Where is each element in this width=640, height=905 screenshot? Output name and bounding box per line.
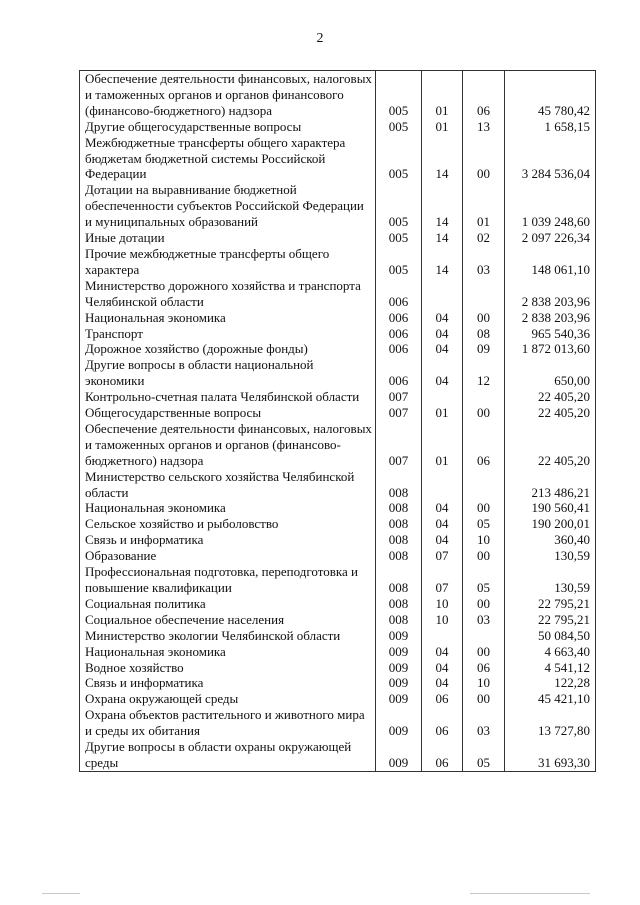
row-ved-cell: 009	[376, 691, 422, 707]
row-rz-cell	[422, 278, 463, 310]
row-amount-cell: 213 486,21	[505, 469, 596, 501]
row-amount-cell: 13 727,80	[505, 707, 596, 739]
row-amount-cell: 22 405,20	[505, 421, 596, 469]
row-rz-cell	[422, 469, 463, 501]
table-row	[80, 564, 596, 596]
row-pr-cell: 00	[463, 500, 505, 516]
row-amount-cell: 2 097 226,34	[505, 230, 596, 246]
row-ved-cell: 006	[376, 326, 422, 342]
row-pr-cell: 03	[463, 246, 505, 278]
row-ved-cell: 008	[376, 469, 422, 501]
row-amount-cell: 148 061,10	[505, 246, 596, 278]
row-name-cell: Контрольно-счетная палата Челябинской области	[80, 389, 376, 405]
row-rz-cell: 04	[422, 675, 463, 691]
table-row	[80, 516, 596, 532]
row-ved-cell: 006	[376, 278, 422, 310]
row-pr-cell: 00	[463, 548, 505, 564]
row-rz-cell: 01	[422, 405, 463, 421]
row-ved-cell: 009	[376, 707, 422, 739]
row-rz-cell: 14	[422, 246, 463, 278]
row-rz-cell: 06	[422, 739, 463, 771]
row-name-cell: Обеспечение деятельности финансовых, налоговых и таможенных органов и органов финансового (финансово-бюджетного) надзора	[80, 71, 376, 119]
row-ved-cell: 005	[376, 230, 422, 246]
row-rz-cell: 04	[422, 500, 463, 516]
row-amount-cell: 130,59	[505, 548, 596, 564]
row-ved-cell: 008	[376, 564, 422, 596]
table-row	[80, 532, 596, 548]
row-rz-cell: 14	[422, 182, 463, 230]
row-name-cell: Дорожное хозяйство (дорожные фонды)	[80, 341, 376, 357]
row-amount-cell: 22 405,20	[505, 405, 596, 421]
table-row	[80, 644, 596, 660]
row-name-cell: Межбюджетные трансферты общего характера бюджетам бюджетной системы Российской Федерации	[80, 135, 376, 183]
row-pr-cell: 05	[463, 516, 505, 532]
row-rz-cell: 04	[422, 644, 463, 660]
row-ved-cell: 007	[376, 421, 422, 469]
row-ved-cell: 005	[376, 71, 422, 119]
row-rz-cell: 10	[422, 612, 463, 628]
row-rz-cell: 04	[422, 341, 463, 357]
row-pr-cell: 00	[463, 691, 505, 707]
row-name-cell: Министерство дорожного хозяйства и транспорта Челябинской области	[80, 278, 376, 310]
row-name-cell: Охрана объектов растительного и животного мира и среды их обитания	[80, 707, 376, 739]
row-name-cell: Социальная политика	[80, 596, 376, 612]
table-row	[80, 389, 596, 405]
table-row	[80, 675, 596, 691]
row-pr-cell: 00	[463, 644, 505, 660]
row-name-cell: Министерство сельского хозяйства Челябинской области	[80, 469, 376, 501]
row-amount-cell: 650,00	[505, 357, 596, 389]
row-ved-cell: 009	[376, 675, 422, 691]
row-name-cell: Общегосударственные вопросы	[80, 405, 376, 421]
row-pr-cell: 03	[463, 707, 505, 739]
row-amount-cell: 45 780,42	[505, 71, 596, 119]
table-row	[80, 421, 596, 469]
row-pr-cell: 02	[463, 230, 505, 246]
row-name-cell: Другие общегосударственные вопросы	[80, 119, 376, 135]
row-pr-cell: 03	[463, 612, 505, 628]
table-row	[80, 135, 596, 183]
page-number: 2	[316, 31, 324, 46]
row-ved-cell: 005	[376, 182, 422, 230]
table-row	[80, 310, 596, 326]
row-rz-cell: 07	[422, 548, 463, 564]
row-ved-cell: 005	[376, 246, 422, 278]
row-ved-cell: 005	[376, 119, 422, 135]
row-ved-cell: 008	[376, 548, 422, 564]
row-pr-cell: 01	[463, 182, 505, 230]
row-ved-cell: 008	[376, 596, 422, 612]
table-row	[80, 596, 596, 612]
scan-artifact-right	[470, 893, 590, 894]
row-name-cell: Образование	[80, 548, 376, 564]
row-pr-cell: 10	[463, 675, 505, 691]
row-ved-cell: 008	[376, 516, 422, 532]
row-pr-cell: 06	[463, 421, 505, 469]
row-pr-cell: 00	[463, 135, 505, 183]
row-ved-cell: 009	[376, 660, 422, 676]
row-rz-cell: 10	[422, 596, 463, 612]
row-amount-cell: 1 039 248,60	[505, 182, 596, 230]
row-rz-cell: 04	[422, 532, 463, 548]
row-ved-cell: 006	[376, 357, 422, 389]
row-ved-cell: 007	[376, 389, 422, 405]
row-amount-cell: 4 541,12	[505, 660, 596, 676]
row-rz-cell: 01	[422, 119, 463, 135]
row-rz-cell: 04	[422, 326, 463, 342]
row-name-cell: Социальное обеспечение населения	[80, 612, 376, 628]
row-pr-cell: 00	[463, 596, 505, 612]
row-amount-cell: 2 838 203,96	[505, 278, 596, 310]
table-row	[80, 246, 596, 278]
table-row	[80, 71, 596, 119]
row-name-cell: Обеспечение деятельности финансовых, налоговых и таможенных органов и органов (финансово-бюджетного) надзора	[80, 421, 376, 469]
table-row	[80, 691, 596, 707]
row-pr-cell	[463, 278, 505, 310]
row-name-cell: Транспорт	[80, 326, 376, 342]
table-row	[80, 182, 596, 230]
table-row	[80, 707, 596, 739]
row-rz-cell	[422, 628, 463, 644]
table-row	[80, 469, 596, 501]
row-rz-cell: 04	[422, 660, 463, 676]
row-ved-cell: 006	[376, 341, 422, 357]
row-amount-cell: 1 872 013,60	[505, 341, 596, 357]
row-pr-cell: 06	[463, 660, 505, 676]
row-name-cell: Водное хозяйство	[80, 660, 376, 676]
row-ved-cell: 008	[376, 612, 422, 628]
row-pr-cell: 05	[463, 564, 505, 596]
row-amount-cell: 2 838 203,96	[505, 310, 596, 326]
row-rz-cell: 14	[422, 230, 463, 246]
table-row	[80, 326, 596, 342]
table-row	[80, 341, 596, 357]
row-pr-cell: 00	[463, 405, 505, 421]
row-name-cell: Министерство экологии Челябинской области	[80, 628, 376, 644]
row-pr-cell	[463, 389, 505, 405]
row-rz-cell: 01	[422, 421, 463, 469]
table-row	[80, 500, 596, 516]
row-name-cell: Другие вопросы в области охраны окружающей среды	[80, 739, 376, 771]
table-row	[80, 405, 596, 421]
row-pr-cell: 10	[463, 532, 505, 548]
row-ved-cell: 009	[376, 644, 422, 660]
table-row	[80, 739, 596, 771]
row-rz-cell: 01	[422, 71, 463, 119]
row-amount-cell: 45 421,10	[505, 691, 596, 707]
row-pr-cell: 06	[463, 71, 505, 119]
row-rz-cell: 06	[422, 691, 463, 707]
table-row	[80, 660, 596, 676]
row-ved-cell: 008	[376, 532, 422, 548]
table-row	[80, 612, 596, 628]
row-rz-cell: 04	[422, 310, 463, 326]
row-ved-cell: 007	[376, 405, 422, 421]
row-amount-cell: 22 795,21	[505, 612, 596, 628]
row-rz-cell: 04	[422, 357, 463, 389]
row-rz-cell: 07	[422, 564, 463, 596]
budget-table-body	[80, 71, 596, 772]
row-rz-cell: 06	[422, 707, 463, 739]
row-name-cell: Иные дотации	[80, 230, 376, 246]
row-pr-cell: 09	[463, 341, 505, 357]
row-name-cell: Национальная экономика	[80, 500, 376, 516]
row-amount-cell: 31 693,30	[505, 739, 596, 771]
row-pr-cell: 08	[463, 326, 505, 342]
table-row	[80, 278, 596, 310]
row-amount-cell: 50 084,50	[505, 628, 596, 644]
row-name-cell: Дотации на выравнивание бюджетной обеспеченности субъектов Российской Федерации и муниципальных образований	[80, 182, 376, 230]
row-ved-cell: 005	[376, 135, 422, 183]
row-amount-cell: 3 284 536,04	[505, 135, 596, 183]
row-amount-cell: 190 560,41	[505, 500, 596, 516]
budget-table	[79, 70, 596, 772]
row-rz-cell: 14	[422, 135, 463, 183]
row-name-cell: Прочие межбюджетные трансферты общего характера	[80, 246, 376, 278]
row-amount-cell: 965 540,36	[505, 326, 596, 342]
scan-artifact-left	[42, 893, 80, 894]
row-pr-cell	[463, 469, 505, 501]
row-amount-cell: 130,59	[505, 564, 596, 596]
row-ved-cell: 006	[376, 310, 422, 326]
row-ved-cell: 009	[376, 628, 422, 644]
row-amount-cell: 190 200,01	[505, 516, 596, 532]
row-pr-cell	[463, 628, 505, 644]
row-pr-cell: 12	[463, 357, 505, 389]
row-pr-cell: 05	[463, 739, 505, 771]
row-amount-cell: 360,40	[505, 532, 596, 548]
table-row	[80, 230, 596, 246]
row-pr-cell: 00	[463, 310, 505, 326]
row-ved-cell: 009	[376, 739, 422, 771]
row-name-cell: Профессиональная подготовка, переподготовка и повышение квалификации	[80, 564, 376, 596]
table-row	[80, 548, 596, 564]
row-amount-cell: 1 658,15	[505, 119, 596, 135]
row-rz-cell: 04	[422, 516, 463, 532]
row-name-cell: Другие вопросы в области национальной экономики	[80, 357, 376, 389]
row-amount-cell: 4 663,40	[505, 644, 596, 660]
row-name-cell: Сельское хозяйство и рыболовство	[80, 516, 376, 532]
row-name-cell: Охрана окружающей среды	[80, 691, 376, 707]
row-amount-cell: 22 405,20	[505, 389, 596, 405]
row-pr-cell: 13	[463, 119, 505, 135]
table-row	[80, 119, 596, 135]
row-ved-cell: 008	[376, 500, 422, 516]
row-amount-cell: 22 795,21	[505, 596, 596, 612]
table-row	[80, 357, 596, 389]
row-name-cell: Связь и информатика	[80, 675, 376, 691]
table-row	[80, 628, 596, 644]
row-name-cell: Национальная экономика	[80, 644, 376, 660]
row-amount-cell: 122,28	[505, 675, 596, 691]
row-rz-cell	[422, 389, 463, 405]
row-name-cell: Национальная экономика	[80, 310, 376, 326]
row-name-cell: Связь и информатика	[80, 532, 376, 548]
